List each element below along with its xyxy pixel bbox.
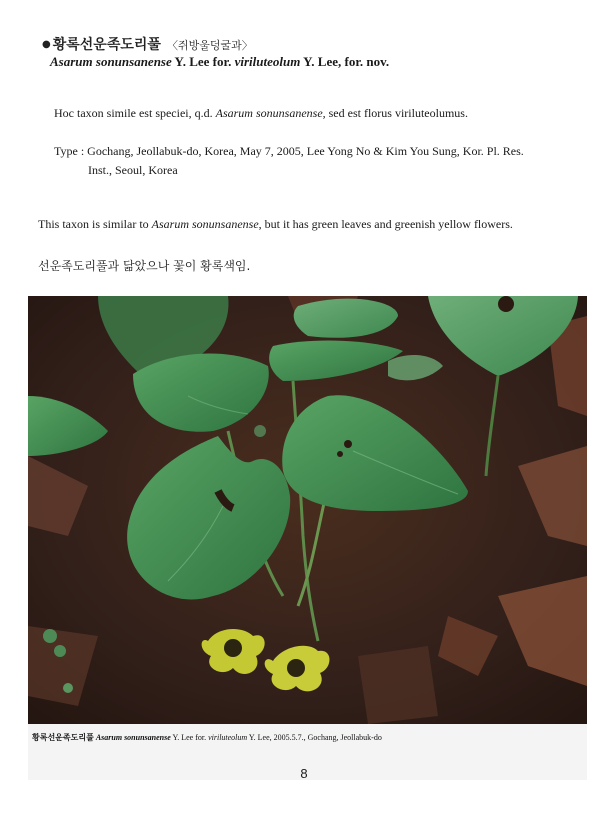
english-description <box>38 215 513 234</box>
english-text: This taxon is similar to <box>38 217 152 231</box>
family-name: 〈쥐방울덩굴과〉 <box>166 39 253 52</box>
photo-caption <box>32 732 382 743</box>
plant-photo <box>28 296 587 724</box>
type-line-1: Type : Gochang, Jeollabuk-do, Korea, May 7, 2005, Lee Yong No & Kim You Sung, Kor. Pl. Res. <box>54 144 524 158</box>
korean-name: 황록선운족도리풀 <box>52 37 161 53</box>
species-epithet: Asarum sonunsanense <box>50 54 172 69</box>
latin-diagnosis <box>54 104 468 123</box>
type-specimen <box>54 142 564 180</box>
caption-forma: viriluteolum <box>208 733 248 742</box>
type-line-2: Inst., Seoul, Korea <box>88 163 178 177</box>
latin-text-end: sed est florus viriluteolumus. <box>325 106 468 120</box>
caption-details: Y. Lee, 2005.5.7., Gochang, Jeollabuk-do <box>247 733 382 742</box>
english-species: Asarum sonunsanense <box>151 217 259 231</box>
species-heading <box>42 34 253 54</box>
latin-text: Hoc taxon simile est speciei, q.d. <box>54 106 216 120</box>
caption-korean-name: 황록선운족도리풀 <box>32 733 94 742</box>
bullet-icon: ● <box>42 39 51 50</box>
forma-epithet: viriluteolum <box>234 54 301 69</box>
author-text: Y. Lee for. <box>171 54 235 69</box>
english-text-end: , but it has green leaves and greenish yellow flowers. <box>258 217 513 231</box>
caption-species: Asarum sonunsanense <box>95 733 171 742</box>
latin-species: Asarum sonunsanense, <box>215 106 326 120</box>
scientific-name <box>50 54 389 70</box>
korean-description: 선운족도리풀과 닮았으나 꽃이 황록색임. <box>38 259 251 273</box>
page-number: 8 <box>300 766 308 781</box>
author-text-2: Y. Lee, for. nov. <box>300 54 390 69</box>
caption-author: Y. Lee for. <box>170 733 209 742</box>
